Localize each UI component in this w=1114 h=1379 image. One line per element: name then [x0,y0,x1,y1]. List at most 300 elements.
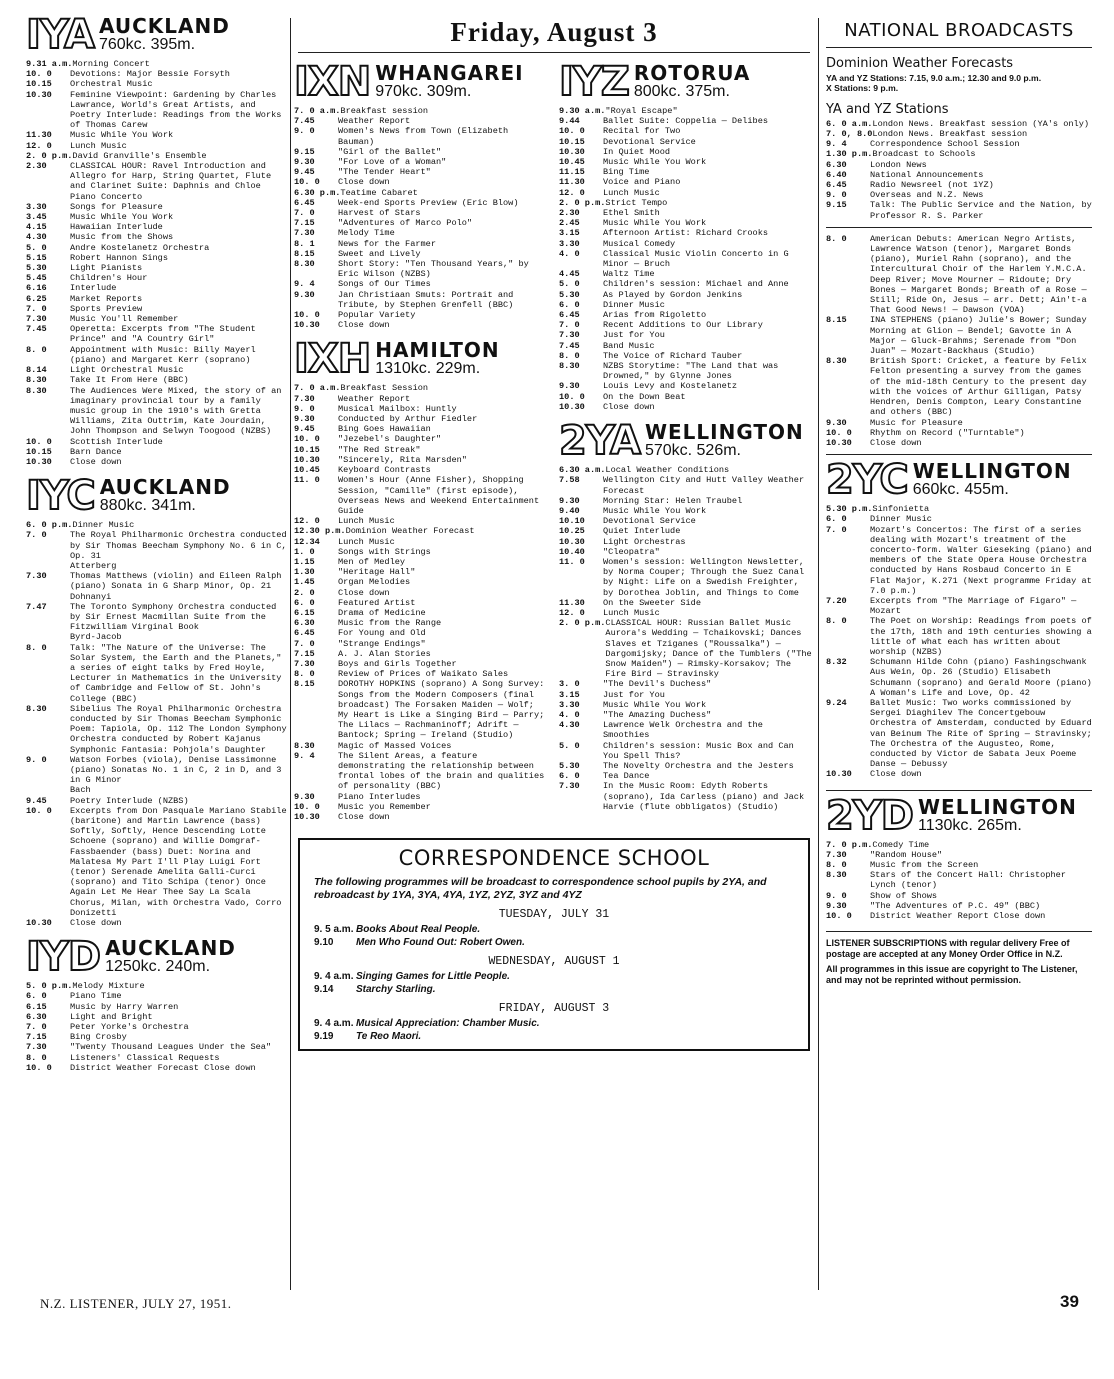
programme-title: INA STEPHENS (piano) Julie's Bower; Sunday Morning at Glion — Bendel; Gavotte in A Major — Gluck-Brahms; Serenade from "Don Juan" — Mozart-Backhaus (Studio) [870,315,1087,357]
programme-item [26,592,290,602]
programme-title: Lunch Music [338,516,395,527]
programme-item [826,901,1092,911]
programme-item [826,438,1092,448]
programme-item [26,796,290,806]
programme-time [26,632,70,642]
programme-item [559,249,814,269]
station-frequency: 570kc. 526m. [644,442,741,460]
programme-title: Light and Bright [70,1011,153,1022]
programme-item [559,402,814,412]
programme-title: Music While You Work [603,157,707,168]
programme-time: 8. 0 [294,669,315,680]
national-extra-list [826,234,1092,448]
programme-item [826,149,1092,159]
programme-time: 8. 1 [294,238,315,249]
station-info [634,63,751,100]
station-callsign: IXN [294,59,371,105]
correspondence-programme: Books About Real People. [356,924,481,936]
programme-item [294,157,549,167]
programme-item [294,577,549,587]
programme-time: 7. 0 [559,320,580,331]
programme-title: "Cleopatra" [603,546,660,557]
programme-item [294,126,549,146]
correspondence-time: 9. 4 a.m. [314,971,354,983]
programme-time: 10.45 [294,465,320,476]
programme-item [294,598,549,608]
programme-time: 6. 0 [559,299,580,310]
programme-title: Keyboard Contrasts [338,465,431,476]
correspondence-intro: The following programmes will be broadcast to correspondence school pupils by 2YA, and rebroadcast by 1YA, 3YA, 4YA, 1YZ, 2YZ, 3YZ and 4YZ [314,876,767,902]
programme-item [26,243,290,253]
programme-title: "The Amazing Duchess" [603,709,712,720]
programme-title: "Strange Endings" [338,638,426,649]
programme-time: 8.30 [826,870,847,881]
programme-time: 6.45 [826,180,847,191]
programme-title: Devotional Service [603,136,696,147]
programme-time: 8.30 [26,703,47,714]
programme-title: Sinfonietta [872,504,930,515]
programme-item [294,475,549,516]
programme-item [826,234,1092,316]
programme-item [559,341,814,351]
programme-time: 7.30 [294,228,315,239]
programme-time: 10.30 [294,320,320,331]
programme-title: Recent Additions to Our Library [603,320,763,331]
programme-item [294,106,549,116]
programme-item [559,761,814,771]
programme-time: 11.30 [26,130,52,141]
divider [826,227,1092,228]
divider [826,790,1092,791]
programme-item [559,330,814,340]
programme-item [294,537,549,547]
programme-item [559,526,814,536]
programme-title: Talk: The Public Service and the Nation, by Professor R. S. Parker [870,200,1092,221]
station-block [559,59,814,412]
programme-title: Short Story: "Ten Thousand Years," by Eric Wilson (NZBS) [338,259,529,280]
programme-title: Arias from Rigoletto [603,310,707,321]
programme-time: 8.15 [294,679,315,690]
programme-title: Music While You Work [603,699,707,710]
programme-title: The Silent Areas, a feature demonstrating the relationship between frontal lobes of the brain and qualities of personality (BBC) [338,750,545,792]
programme-time: 5.30 [559,289,580,300]
correspondence-time: 9. 5 a.m. [314,924,354,936]
programme-item [294,198,549,208]
programme-time: 7. 0 [826,524,847,535]
programme-title: Dinner Music [870,514,932,525]
programme-item [26,1002,290,1012]
programme-time: 7.45 [26,324,47,335]
programme-title: Waltz Time [603,269,655,280]
programme-item [559,167,814,177]
programme-item [559,465,814,475]
programme-time: 10.30 [26,456,52,467]
programme-title: Music While You Work [603,218,707,229]
station-frequency: 660kc. 455m. [912,481,1009,499]
programme-title: Mozart's Concertos: The first of a series dealing with Mozart's treatment of the concerto-form. Walter Gieseking (piano) and members of the State Opera House Orchestra conducted by Hans Rosbaud Concerto in E Flat Major, K.271 (Next programme Friday at 7.0 p.m.) [870,524,1092,596]
programme-time: 8.14 [26,365,47,376]
national-broadcasts-title: NATIONAL BROADCASTS [826,20,1092,48]
programme-item [826,911,1092,921]
programme-item [294,802,549,812]
programme-title: "The Adventures of P.C. 49" (BBC) [870,900,1041,911]
programme-time: 9.31 a.m. [26,59,73,69]
programme-item [26,222,290,232]
programme-title: Feminine Viewpoint: Gardening by Charles Lawrance, World's Great Artists, and Poetry Interlude: Readings from the Works of Thomas Carew [70,89,282,131]
programme-title: Close down [70,456,122,467]
programme-time: 9.30 [826,417,847,428]
programme-time: 8. 0 [26,642,47,653]
programme-time: 9. 4 [294,279,315,290]
programme-item [559,608,814,618]
programme-item [26,90,290,131]
programme-time: 6.16 [26,283,47,294]
programme-title: Just for You [603,330,665,341]
station-header [294,336,549,383]
column-left [26,12,290,1083]
station-block [826,792,1092,922]
programme-item [294,608,549,618]
programme-item [559,198,814,208]
programme-time: 10.30 [826,769,852,780]
programme-time: 12. 0 [26,140,52,151]
programme-title: Drama of Medicine [338,607,426,618]
programme-title: Overseas and N.Z. News [870,190,984,201]
programme-time: 7.30 [559,781,580,792]
programme-item [26,345,290,365]
programme-time: 2. 0 p.m. [559,618,606,629]
programme-title: Boys and Girls Together [338,658,457,669]
programme-title: Classical Music Violin Concerto in G Minor — Bruch [603,248,789,270]
programme-title: The Poet on Worship: Readings from poets of the 17th, 18th and 19th centuries showing a little of what each has written about worship (NZBS) [870,616,1092,657]
programme-item [826,129,1092,139]
day-heading: Friday, August 3 [298,12,810,53]
programme-title: Piano Time [70,991,122,1002]
programme-item [826,180,1092,190]
programme-item [826,200,1092,220]
programme-title: Lunch Music [603,187,660,198]
programme-item [826,891,1092,901]
correspondence-programme: Starchy Starling. [356,984,436,996]
programme-time: 9. 0 [294,403,315,414]
programme-item [294,404,549,414]
programme-item [559,690,814,700]
programme-time: 3.30 [559,699,580,710]
copyright-note: All programmes in this issue are copyright to The Listener, and may not be reprinted without permission. [826,964,1078,986]
programme-item [26,151,290,161]
programme-time: 8.30 [294,259,315,270]
programme-time: 8. 0 [826,233,847,244]
correspondence-time: 9.14 [314,984,334,996]
programme-item [559,137,814,147]
programme-title: Lunch Music [338,536,395,547]
station-header [559,59,814,105]
programme-title: British Sport: Cricket, a feature by Felix Felton presenting a survey from the games of the mid-18th Century to the present day with the voices of Arthur Gilligan, Patsy Hendren, Denis Compton, Leary Constantine and others (BBC) [870,356,1087,418]
programme-time: 6. 0 [826,514,847,525]
programme-title: Appointment with Music: Billy Mayerl (piano) and Margaret Kerr (soprano) [70,344,256,365]
programme-time: 8. 0 [559,350,580,361]
programme-title: The Novelty Orchestra and the Jesters [603,760,794,771]
programme-item [294,434,549,444]
programme-item [826,139,1092,149]
programme-title: Music While You Work [70,212,174,223]
programme-time: 7.30 [26,1042,47,1053]
programme-title: The Audiences Were Mixed, the story of an imaginary provincial tour by a family music group in the 1910's with Gretta Williams, Zita Outtrim, Kate Jourdain, John Thompson and Selwyn Toogood (NZBS) [70,385,282,437]
programme-title: Music You'll Remember [70,314,179,325]
programme-time: 9.30 [294,791,315,802]
programme-time: 3. 0 [559,679,580,690]
programme-time: 8.30 [26,385,47,396]
programme-title: Music by Harry Warren [70,1001,179,1012]
station-callsign: 2YD [826,792,913,839]
station-city: AUCKLAND [98,14,230,38]
programme-title: Hawaiian Interlude [70,222,163,233]
programme-title: Sports Preview [70,303,143,314]
programme-title: "Sincerely, Rita Marsden" [338,454,467,465]
programme-title: Music you Remember [338,801,431,812]
programme-item [294,741,549,751]
programme-item [26,161,290,202]
programme-item [26,202,290,212]
station-city: WHANGAREI [375,61,524,85]
programme-time: 6.45 [294,628,315,639]
programme-title: Broadcast to Schools [872,149,976,160]
station-info [645,422,804,459]
programme-item [559,557,814,598]
programme-time: 7.15 [26,1032,47,1043]
programme-item [26,1063,290,1073]
programme-title: Music from the Range [338,618,442,629]
programme-item [826,769,1092,779]
programme-time: 6.25 [26,293,47,304]
programme-time: 9.30 a.m. [559,106,606,116]
programme-time: 5. 0 p.m. [26,981,73,992]
programme-item [294,547,549,557]
programme-list [826,504,1092,779]
forecast-line: X Stations: 9 p.m. [826,83,899,94]
programme-time: 9. 4 [826,139,847,150]
middle-subcolumns [294,59,814,832]
programme-title: Correspondence School Session [870,139,1020,150]
programme-title: CLASSICAL HOUR: Russian Ballet Music Aurora's Wedding — Tchaikovski; Dances Slaves et Tziganes ("Roussalka") — Dargomijsky; Dance of the Tumblers ("The Snow Maiden") — Rimsky-Korsakov; The Fire Bird — Stravinsky [605,618,812,680]
station-block [294,336,549,822]
programme-item [294,116,549,126]
programme-title: Scottish Interlude [70,436,163,447]
programme-time: 10.30 [294,812,320,822]
programme-item [559,679,814,689]
programme-title: News for the Farmer [338,238,436,249]
station-callsign: 2YC [826,457,908,504]
programme-title: Take It From Here (BBC) [70,375,189,386]
programme-time: 9.30 [294,157,315,168]
programme-item [26,447,290,457]
correspondence-item [314,1017,794,1030]
page-number: 39 [1060,1292,1079,1311]
programme-item [826,428,1092,438]
programme-item [559,269,814,279]
programme-list [559,106,814,412]
programme-item [826,698,1092,769]
station-info [375,340,499,377]
programme-title: Interlude [70,283,117,294]
station-header [26,934,290,981]
programme-title: Songs for Pleasure [70,201,163,212]
programme-item [559,392,814,402]
programme-time: 9.30 [559,381,580,392]
programme-item [294,249,549,259]
programme-item [26,69,290,79]
programme-time: 9.15 [826,200,847,211]
programme-time: 10.15 [26,446,52,457]
programme-title: Bach [70,785,91,796]
programme-title: Close down [603,401,655,412]
subscription-note: LISTENER SUBSCRIPTIONS with regular delivery Free of postage are accepted at any Money Order Office in N.Z. [826,938,1070,960]
programme-title: "The Devil's Duchess" [603,679,712,690]
programme-time: 11.30 [559,597,585,608]
programme-time: 7. 0 p.m. [826,839,873,850]
programme-time: 4. 0 [559,709,580,720]
programme-time: 2.30 [559,208,580,219]
programme-item [26,212,290,222]
programme-title: Songs of Our Times [338,279,431,290]
programme-item [294,649,549,659]
programme-time: 9.45 [294,167,315,178]
programme-title: Radio Newsreel (not 1YZ) [870,180,994,191]
programme-time: 10.15 [26,79,52,90]
programme-item [26,324,290,344]
programme-time: 12.34 [294,536,320,547]
programme-title: Devotional Service [603,516,696,527]
programme-item [26,253,290,263]
programme-item [26,273,290,283]
programme-item [294,618,549,628]
programme-time: 10. 0 [294,801,320,812]
programme-title: Dinner Music [603,299,665,310]
programme-item [26,232,290,242]
programme-title: Women's Hour (Anne Fisher), Shopping Session, "Camille" (first episode), Overseas News and Weekend Entertainment Guide [338,475,540,516]
programme-time: 9.30 [559,495,580,506]
station-info [913,461,1072,498]
station-frequency: 1310kc. 229m. [375,360,481,378]
programme-title: Donizetti [70,907,117,918]
programme-list [294,383,549,822]
column-rule [290,18,291,1290]
correspondence-item [314,970,794,983]
correspondence-day: WEDNESDAY, AUGUST 1 [488,955,620,969]
programme-title: Melody Time [338,228,395,239]
programme-item [294,279,549,289]
programme-item [294,455,549,465]
programme-title: On the Down Beat [603,391,686,402]
programme-item [826,870,1092,890]
programme-time: 10. 0 [26,1062,52,1073]
programme-title: Ballet Suite: Coppelia — Delibes [603,116,769,127]
programme-title: Close down [870,437,922,448]
programme-title: Bing Crosby [70,1032,127,1043]
programme-item [26,785,290,795]
programme-time: 9. 0 [826,890,847,901]
station-header [559,418,814,465]
programme-item [294,188,549,198]
programme-time: 9. 4 [294,750,315,761]
programme-title: Andre Kostelanetz Orchestra [70,242,210,253]
programme-item [26,283,290,293]
station-info [100,477,231,514]
programme-item [826,170,1092,180]
programme-title: District Weather Report Close down [870,911,1046,922]
programme-item [294,567,549,577]
programme-title: Sweet and Lively [338,248,421,259]
programme-title: Strict Tempo [605,197,668,208]
programme-title: Teatime Cabaret [340,187,418,198]
programme-item [26,632,290,642]
programme-item [559,116,814,126]
programme-item [294,310,549,320]
programme-item [559,771,814,781]
programme-time: 5.45 [26,273,47,284]
programme-time: 2. 0 p.m. [26,150,73,161]
programme-item [294,424,549,434]
station-frequency: 1130kc. 265m. [918,816,1022,834]
correspondence-item [314,923,794,936]
programme-item [559,310,814,320]
station-block [26,473,290,929]
programme-item [559,177,814,187]
programme-item [294,228,549,238]
station-city: WELLINGTON [912,459,1072,484]
programme-title: Ethel Smith [603,208,660,219]
programme-title: Barn Dance [70,446,122,457]
programme-time: 9.30 [826,900,847,911]
programme-item [826,850,1092,860]
programme-item [826,840,1092,850]
programme-time: 4. 0 [559,248,580,259]
programme-time: 1.30 p.m. [826,149,873,160]
programme-item [294,659,549,669]
programme-time: 10. 0 [559,391,585,402]
programme-title: Excerpts from Don Pasquale Mariano Stabile (baritone) and Martin Lawrence (bass) Softly, Softly, Hence Descending Lotte Schoene (soprano) and Willie Domgraf-Fassbaender (bass) Duet: Norina and Malatesa My Part I'll Play Luigi Fort (tenor) Serenade Amelita Galli-Curci (soprano) and Tito Schipa (tenor) Once Again Let Me Hear Thee Say La Scala Chorus, Milan, with Orchestra Vado, Corro [70,805,287,908]
programme-item [26,130,290,140]
programme-title: Morning Star: Helen Traubel [603,495,743,506]
programme-title: "The Tender Heart" [338,167,431,178]
programme-item [559,147,814,157]
programme-title: National Announcements [870,169,984,180]
programme-item [559,506,814,516]
programme-time [26,561,70,571]
programme-title: Bing Goes Hawaiian [338,424,431,435]
programme-time: 11. 0 [294,475,320,486]
programme-time: 8.15 [826,315,847,326]
station-callsign: IYD [26,934,101,981]
programme-item [559,126,814,136]
programme-item [26,704,290,755]
programme-time: 8.30 [826,356,847,367]
programme-item [26,79,290,89]
programme-title: Popular Variety [338,310,416,321]
programme-item [26,59,290,69]
programme-time: 12. 0 [294,516,320,527]
programme-time: 7. 0, 8.0 [826,129,873,140]
programme-time: 5.30 [26,263,47,274]
programme-title: The Royal Philharmonic Orchestra conducted by Sir Thomas Beecham Symphony No. 6 in C, Op. 31 [70,530,287,561]
programme-title: NZBS Storytime: "The Land that was Drowned," by Glynne Jones [603,361,779,382]
programme-title: Melody Mixture [72,981,145,992]
programme-time: 4.30 [559,720,580,731]
programme-time: 6. 0 [26,991,47,1002]
programme-item [559,496,814,506]
programme-item [26,386,290,437]
programme-time: 12.30 p.m. [294,526,346,537]
